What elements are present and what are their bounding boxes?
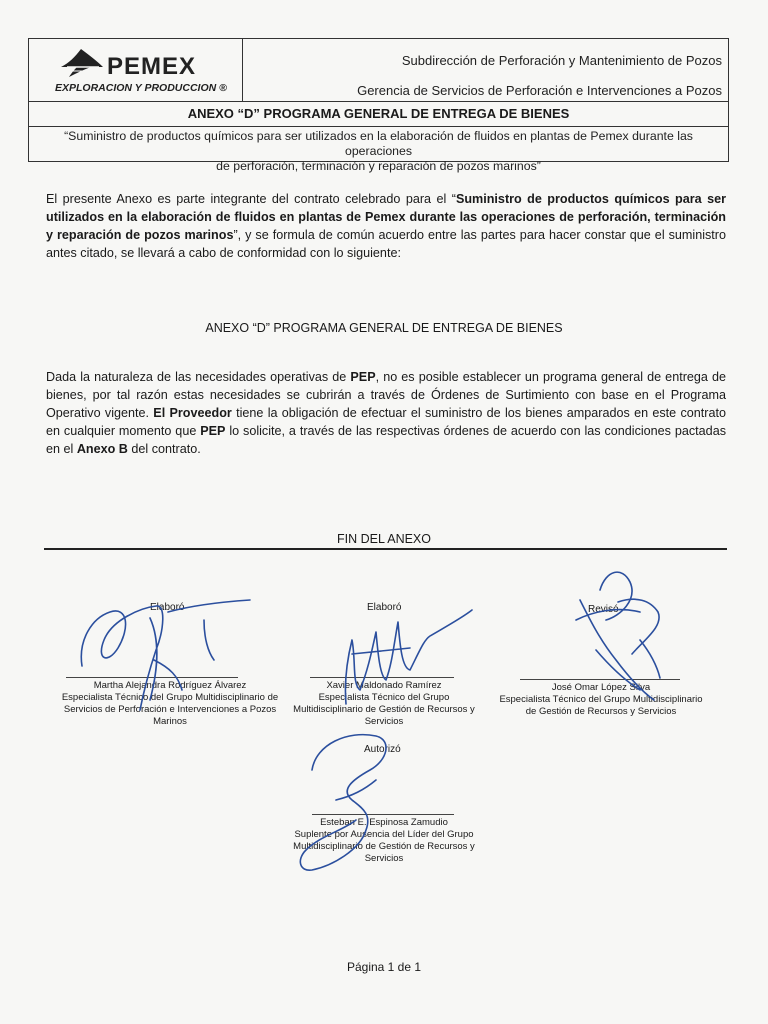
- contract-description: [33, 129, 724, 174]
- sig3-role: Revisó: [588, 604, 619, 615]
- sig1-title: Especialista Técnico del Grupo Multidisciplinario de Servicios de Perforación e Intervenciones a Pozos Marinos: [61, 692, 279, 727]
- sig2-line: [310, 677, 454, 678]
- intro-paragraph: [46, 190, 726, 262]
- body-text-4: lo solicite, a través de las respectivas órdenes de acuerdo con las condiciones pactadas en el: [46, 424, 726, 456]
- sig3-line: [520, 679, 680, 680]
- intro-text-2: ”, y se formula de común acuerdo entre las partes para hacer constar que el suministro antes citado, se llevará a cabo de conformidad con lo siguiente:: [46, 228, 726, 260]
- subdireccion-label: Subdirección de Perforación y Mantenimiento de Pozos: [401, 53, 722, 68]
- sig2-name: Xavier Maldonado Ramírez: [326, 680, 442, 691]
- sig3-block: [498, 682, 704, 718]
- body-text-5: del contrato.: [127, 442, 201, 456]
- body-text-3: tiene la obligación de efectuar el suministro de los bienes amparados en este contrato en cualquier momento que: [46, 406, 726, 438]
- sig1-block: [52, 680, 288, 728]
- body-bold-anexo-b: Anexo B: [76, 442, 128, 456]
- sig3-name: José Omar López Silva: [551, 682, 651, 693]
- body-bold-proveedor: El Proveedor: [153, 406, 232, 420]
- sig2-title: Especialista Técnico del Grupo Multidisciplinario de Gestión de Recursos y Servicios: [293, 692, 475, 727]
- sig3-title: Especialista Técnico del Grupo Multidisciplinario de Gestión de Recursos y Servicios: [499, 694, 703, 717]
- end-rule: [44, 548, 727, 550]
- sig4-line: [312, 814, 454, 815]
- sig1-role: Elaboró: [150, 602, 185, 613]
- gerencia-label: Gerencia de Servicios de Perforación e Intervenciones a Pozos: [357, 83, 722, 98]
- intro-contract-name: Suministro de productos químicos para ser utilizados en la elaboración de fluidos en plantas de Pemex durante las operaciones de perforación, terminación y reparación de pozos marinos: [46, 192, 726, 242]
- sig1-line: [66, 677, 238, 678]
- sig2-role: Elaboró: [367, 602, 402, 613]
- signature-3: [576, 572, 660, 700]
- sig4-name: Esteban E. Espinosa Zamudio: [320, 817, 448, 828]
- section-title: ANEXO “D” PROGRAMA GENERAL DE ENTREGA DE BIENES: [205, 321, 563, 335]
- header-table: [28, 38, 729, 173]
- header-right: [243, 39, 728, 101]
- description-line-1: “Suministro de productos químicos para ser utilizados en la elaboración de fluidos en plantas de Pemex durante las operaciones: [64, 129, 693, 158]
- body-bold-pep-2: PEP: [200, 424, 226, 438]
- pemex-logo: [29, 39, 243, 101]
- pemex-eagle-icon: [59, 47, 105, 79]
- sig4-block: [286, 817, 482, 865]
- annex-title-row: ANEXO “D” PROGRAMA GENERAL DE ENTREGA DE BIENES: [29, 101, 728, 127]
- page-number: Página 1 de 1: [346, 960, 422, 974]
- sig4-title: Suplente por Ausencia del Líder del Grupo Multidisciplinario de Gestión de Recursos y Servicios: [293, 829, 475, 864]
- description-line-2: de perforación, terminación y reparación de pozos marinos”: [216, 159, 541, 173]
- intro-text-1: El presente Anexo es parte integrante del contrato celebrado para el “: [46, 192, 456, 206]
- body-bold-pep-1: PEP: [350, 370, 376, 384]
- body-text-1: Dada la naturaleza de las necesidades operativas de: [46, 370, 351, 384]
- body-text-2: , no es posible establecer un programa general de entrega de bienes, por tal razón estas necesidades se cubrirán a través de Órdenes de Surtimiento con base en el Programa Operativo vigente.: [46, 370, 726, 420]
- end-title: FIN DEL ANEXO: [336, 532, 431, 546]
- body-paragraph: [46, 368, 726, 458]
- sig1-name: Martha Alejandra Rodríguez Álvarez: [93, 680, 247, 691]
- logo-wordmark: PEMEX: [107, 53, 197, 80]
- sig4-role: Autorizó: [364, 744, 401, 755]
- logo-subtitle: EXPLORACION Y PRODUCCION ®: [55, 82, 227, 94]
- sig2-block: [286, 680, 482, 728]
